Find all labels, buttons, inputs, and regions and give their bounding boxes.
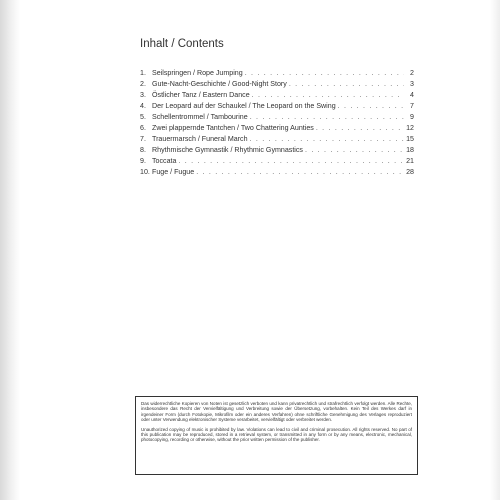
toc-page-number: 28 bbox=[406, 168, 414, 176]
toc-number: 4. bbox=[140, 102, 146, 110]
toc-number: 8. bbox=[140, 146, 146, 154]
toc-number: 7. bbox=[140, 135, 146, 143]
toc-title: Seilspringen / Rope Jumping bbox=[152, 69, 243, 77]
toc-entry bbox=[140, 79, 414, 90]
toc-page-number: 7 bbox=[410, 102, 414, 110]
toc-leader-dots bbox=[196, 167, 404, 178]
toc-page-number: 3 bbox=[410, 80, 414, 88]
toc-leader-dots bbox=[305, 145, 404, 156]
toc-entry bbox=[140, 68, 414, 79]
toc-title: Gute-Nacht-Geschichte / Good-Night Story bbox=[152, 80, 287, 88]
toc-title: Der Leopard auf der Schaukel / The Leopard on the Swing bbox=[152, 102, 336, 110]
toc-number: 1. bbox=[140, 69, 146, 77]
toc-entry bbox=[140, 134, 414, 145]
scan-edge-left bbox=[0, 0, 20, 500]
toc-number: 5. bbox=[140, 113, 146, 121]
toc-entry bbox=[140, 90, 414, 101]
toc-title: Östlicher Tanz / Eastern Dance bbox=[152, 91, 250, 99]
toc-page-number: 15 bbox=[406, 135, 414, 143]
toc-title: Schellentrommel / Tambourine bbox=[152, 113, 248, 121]
page-title: Inhalt / Contents bbox=[140, 38, 224, 50]
toc-number: 6. bbox=[140, 124, 146, 132]
table-of-contents bbox=[140, 68, 414, 178]
toc-leader-dots bbox=[252, 90, 404, 101]
toc-title: Zwei plappernde Tantchen / Two Chattering Aunties bbox=[152, 124, 314, 132]
toc-leader-dots bbox=[250, 134, 404, 145]
toc-entry bbox=[140, 156, 414, 167]
toc-page-number: 4 bbox=[410, 91, 414, 99]
copyright-notice-box bbox=[135, 396, 418, 475]
toc-entry bbox=[140, 101, 414, 112]
copyright-notice-german: Das widerrechtliche Kopieren von Noten ist gesetzlich verboten und kann privatrechtlich und strafrechtlich verfolgt werden. Alle Rechte, insbesondere das Recht der Vervielfältigung und Verbreitung sowie der Übersetzung, vorbehalten. Kein Teil des Werkes darf in irgendeiner Form (durch Fotokopie, Mikrofilm oder ein anderes Verfahren) ohne schriftliche Genehmigung des Verlages reproduziert oder unter Verwendung elektronischer Systeme verarbeitet, vervielfältigt oder verbreitet werden. bbox=[141, 401, 412, 423]
toc-page-number: 9 bbox=[410, 113, 414, 121]
toc-title: Trauermarsch / Funeral March bbox=[152, 135, 248, 143]
toc-number: 2. bbox=[140, 80, 146, 88]
toc-leader-dots bbox=[250, 112, 404, 123]
toc-leader-dots bbox=[316, 123, 404, 134]
toc-page-number: 2 bbox=[410, 69, 414, 77]
toc-page-number: 12 bbox=[406, 124, 414, 132]
copyright-notice-english: Unauthorized copying of music is prohibited by law. Violations can lead to civil and criminal prosecution. All rights reserved. No part of this publication may be reproduced, stored in a retrieval system, or transmitted in any form or by any means, electronic, mechanical, photocopying, recording or otherwise, without the prior written permission of the publisher. bbox=[141, 426, 412, 443]
toc-title: Rhythmische Gymnastik / Rhythmic Gymnastics bbox=[152, 146, 303, 154]
toc-entry bbox=[140, 167, 414, 178]
toc-page-number: 21 bbox=[406, 157, 414, 165]
toc-leader-dots bbox=[289, 79, 404, 90]
toc-entry bbox=[140, 112, 414, 123]
toc-page-number: 18 bbox=[406, 146, 414, 154]
toc-number: 10. bbox=[140, 168, 150, 176]
toc-entry bbox=[140, 145, 414, 156]
toc-leader-dots bbox=[338, 101, 404, 112]
scan-edge-right bbox=[490, 0, 500, 500]
toc-number: 3. bbox=[140, 91, 146, 99]
toc-leader-dots bbox=[178, 156, 404, 167]
toc-title: Fuge / Fugue bbox=[152, 168, 195, 176]
toc-leader-dots bbox=[245, 68, 404, 79]
toc-entry bbox=[140, 123, 414, 134]
toc-number: 9. bbox=[140, 157, 146, 165]
toc-title: Toccata bbox=[152, 157, 177, 165]
